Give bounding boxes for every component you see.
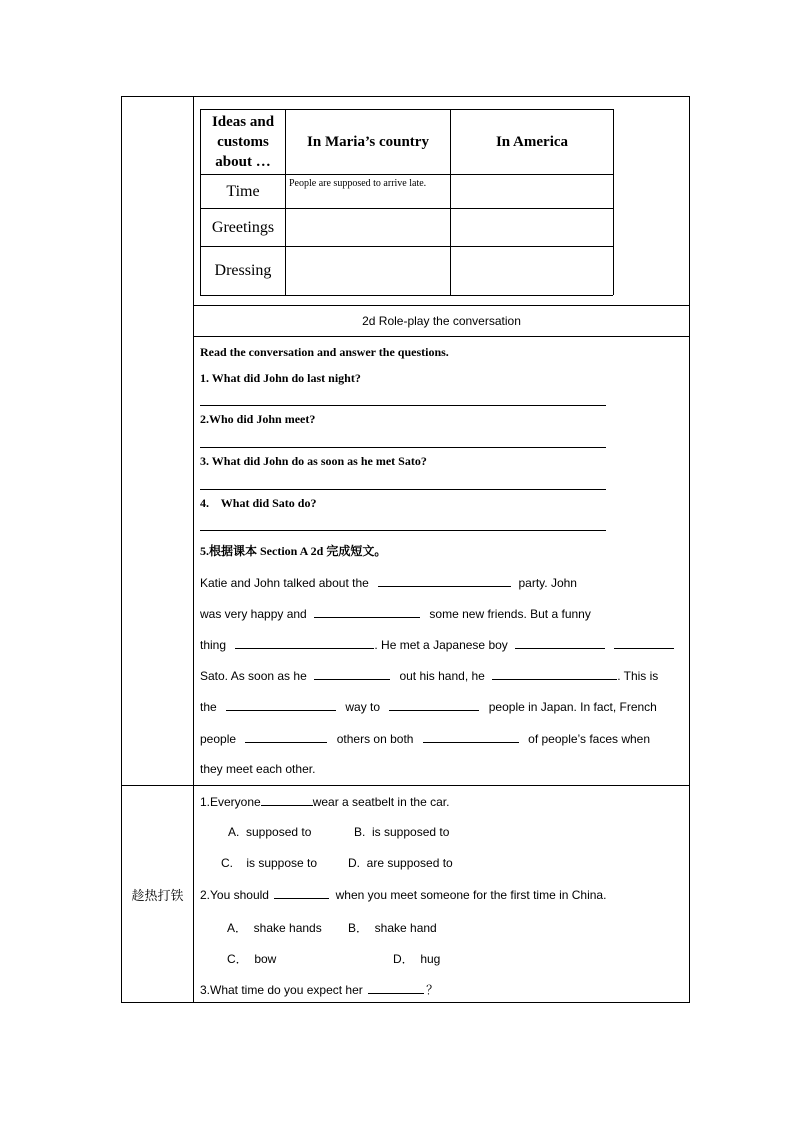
passage-line-5 bbox=[200, 699, 657, 714]
cloze-blank-10[interactable] bbox=[245, 731, 327, 743]
question-text: 1.Everyone bbox=[200, 795, 261, 809]
question-text: 2.You should bbox=[200, 888, 269, 902]
header-america bbox=[451, 110, 613, 174]
row-divider-2 bbox=[193, 336, 690, 337]
passage-text: some new friends. But a funny bbox=[429, 607, 591, 621]
reading-instruction: Read the conversation and answer the questions. bbox=[200, 345, 449, 359]
row-label-text: Greetings bbox=[211, 218, 275, 236]
header-america-text: In America bbox=[495, 133, 569, 150]
exercise-q2-blank[interactable] bbox=[274, 887, 329, 899]
ct-border bbox=[613, 109, 614, 295]
cloze-blank-11[interactable] bbox=[423, 731, 519, 743]
passage-line-2 bbox=[200, 606, 591, 621]
q2-option-b[interactable]: B． shake hand bbox=[348, 921, 437, 935]
q1-option-d[interactable]: D. are supposed to bbox=[348, 856, 453, 870]
exercise-label-text: 趁热打铁 bbox=[131, 888, 184, 904]
question-text: wear a seatbelt in the car. bbox=[312, 795, 450, 809]
passage-text: . This is bbox=[617, 669, 659, 683]
question-text: 3.What time do you expect her bbox=[200, 983, 363, 997]
question-4: 4. What did Sato do? bbox=[200, 496, 317, 510]
header-topic-text: Ideas and customs about … bbox=[211, 114, 275, 170]
outer-right-border bbox=[689, 96, 690, 1003]
passage-text: people in Japan. In fact, French bbox=[488, 700, 657, 714]
passage-line-7: they meet each other. bbox=[200, 762, 316, 776]
q2-option-c[interactable]: C． bow bbox=[227, 952, 277, 966]
header-topic bbox=[201, 110, 285, 174]
row-label-greetings bbox=[201, 209, 285, 246]
row-label-text: Time bbox=[226, 182, 260, 200]
task-5-title: 5.根据课本 Section A 2d 完成短文。 bbox=[200, 544, 387, 558]
answer-line-4[interactable] bbox=[200, 530, 606, 531]
passage-text: out his hand, he bbox=[399, 669, 485, 683]
outer-top-border bbox=[121, 96, 690, 97]
cloze-blank-3[interactable] bbox=[235, 637, 374, 649]
passage-text: was very happy and bbox=[200, 607, 307, 621]
question-1: 1. What did John do last night? bbox=[200, 371, 361, 385]
cloze-blank-6[interactable] bbox=[314, 668, 390, 680]
exercise-label bbox=[122, 786, 193, 1002]
cloze-blank-8[interactable] bbox=[226, 699, 336, 711]
row-label-text: Dressing bbox=[214, 262, 272, 279]
passage-line-3 bbox=[200, 637, 674, 652]
passage-line-6 bbox=[200, 731, 650, 746]
answer-line-3[interactable] bbox=[200, 489, 606, 490]
passage-text: Sato. As soon as he bbox=[200, 669, 307, 683]
q2-option-d[interactable]: D． hug bbox=[393, 952, 441, 966]
outer-bottom-border bbox=[121, 1002, 690, 1003]
row-label-time bbox=[201, 175, 285, 208]
passage-line-1 bbox=[200, 575, 577, 590]
question-text: ？ bbox=[426, 983, 439, 997]
q1-option-c[interactable]: C. is suppose to bbox=[221, 856, 318, 870]
section-2d-title bbox=[194, 306, 689, 336]
header-maria-text: In Maria’s country bbox=[307, 133, 429, 150]
section-2d-title-text: 2d Role-play the conversation bbox=[362, 314, 521, 328]
passage-text: . He met a Japanese boy bbox=[374, 638, 508, 652]
q2-option-a[interactable]: A． shake hands bbox=[227, 921, 322, 935]
exercise-q1-blank[interactable] bbox=[261, 794, 313, 806]
passage-text: thing bbox=[200, 638, 227, 652]
cloze-blank-7[interactable] bbox=[492, 668, 617, 680]
question-2: 2.Who did John meet? bbox=[200, 412, 316, 426]
passage-line-4 bbox=[200, 668, 658, 683]
cloze-blank-9[interactable] bbox=[389, 699, 479, 711]
exercise-q3-blank[interactable] bbox=[368, 982, 424, 994]
passage-text: way to bbox=[345, 700, 381, 714]
ct-border bbox=[200, 295, 613, 296]
passage-text: the bbox=[200, 700, 217, 714]
cloze-blank-2[interactable] bbox=[314, 606, 420, 618]
question-3: 3. What did John do as soon as he met Sato? bbox=[200, 454, 427, 468]
column-divider bbox=[193, 96, 194, 1003]
header-maria-country bbox=[286, 110, 450, 174]
exercise-q3 bbox=[200, 981, 438, 998]
cell-time-maria: People are supposed to arrive late. bbox=[289, 178, 427, 189]
passage-text: Katie and John talked about the bbox=[200, 576, 369, 590]
passage-text: others on both bbox=[336, 732, 414, 746]
exercise-q1 bbox=[200, 794, 449, 809]
question-text: when you meet someone for the first time in China. bbox=[335, 888, 607, 902]
passage-text: of people’s faces when bbox=[528, 732, 651, 746]
exercise-q2 bbox=[200, 887, 606, 902]
cloze-blank-4[interactable] bbox=[515, 637, 605, 649]
passage-text: people bbox=[200, 732, 237, 746]
row-label-dressing bbox=[201, 247, 285, 295]
q1-option-b[interactable]: B. is supposed to bbox=[354, 825, 450, 839]
cloze-blank-1[interactable] bbox=[378, 575, 511, 587]
answer-line-2[interactable] bbox=[200, 447, 606, 448]
answer-line-1[interactable] bbox=[200, 405, 606, 406]
passage-text: party. John bbox=[518, 576, 577, 590]
row-divider-3 bbox=[121, 785, 690, 786]
cloze-blank-5[interactable] bbox=[614, 637, 674, 649]
q1-option-a[interactable]: A. supposed to bbox=[228, 825, 312, 839]
